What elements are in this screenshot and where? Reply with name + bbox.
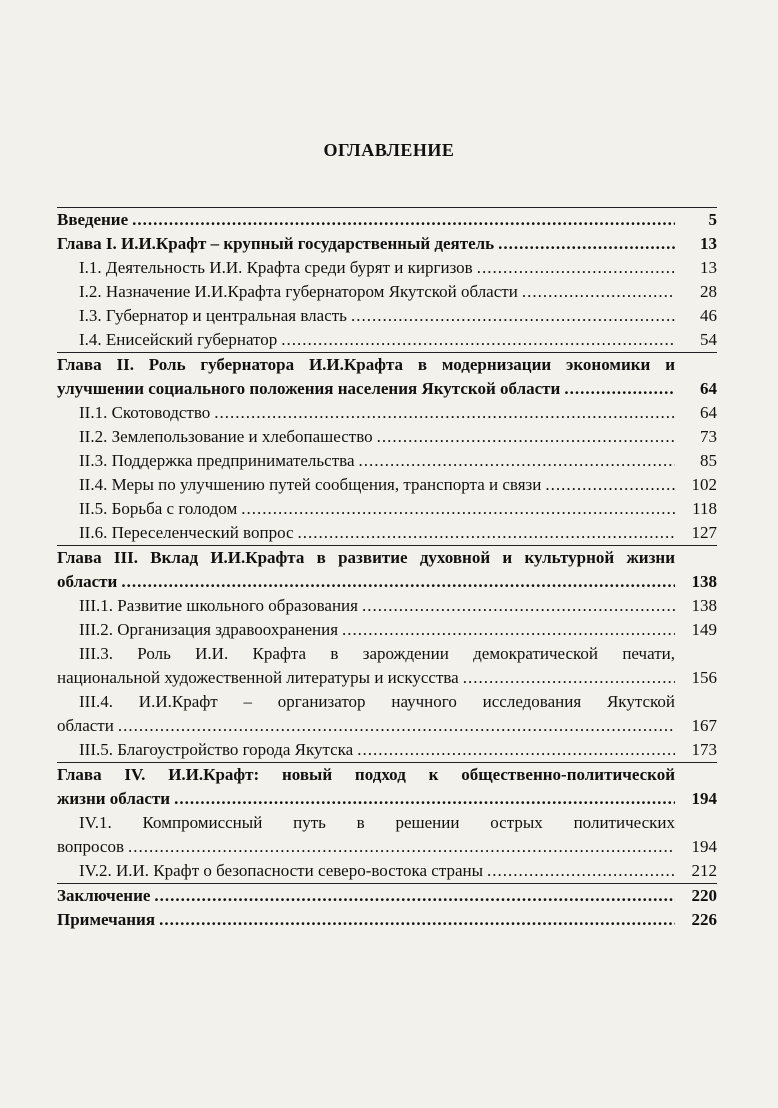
leader-dots: [357, 738, 675, 762]
toc-page: 194: [691, 789, 717, 808]
toc-label: II.2. Землепользование и хлебопашество: [79, 427, 373, 446]
leader-dots: [214, 401, 675, 425]
toc-entry-2-4: [57, 473, 717, 497]
toc-entry-chapter-3-line1: Глава III. Вклад И.И.Крафта в развитие духовной и культурной жизни: [57, 548, 675, 567]
toc-label: национальной художественной литературы и искусства: [57, 668, 459, 687]
toc-label: Заключение: [57, 886, 151, 905]
leader-dots: [377, 425, 675, 449]
table-of-contents: [57, 207, 717, 932]
toc-label: жизни области: [57, 789, 171, 808]
leader-dots: [174, 787, 675, 811]
toc-label: Введение: [57, 210, 129, 229]
toc-entry-3-3: [57, 666, 717, 690]
toc-label: II.4. Меры по улучшению путей сообщения, транспорта и связи: [79, 475, 542, 494]
toc-label: I.3. Губернатор и центральная власть: [79, 306, 347, 325]
leader-dots: [545, 473, 675, 497]
toc-entry-4-1-line1: IV.1. Компромиссный путь в решении острых политических: [79, 813, 675, 832]
toc-entry-2-2: [57, 425, 717, 449]
toc-entry-chapter-4: [57, 787, 717, 811]
toc-entry-chapter-4-line1: Глава IV. И.И.Крафт: новый подход к общественно-политической: [57, 765, 675, 784]
toc-entry-3-2: [57, 618, 717, 642]
toc-label: I.1. Деятельность И.И. Крафта среди бурят и киргизов: [79, 258, 473, 277]
leader-dots: [154, 884, 675, 908]
toc-page: 226: [691, 910, 717, 929]
toc-label: улучшении социального положения населения Якутской области: [57, 379, 561, 398]
toc-entry-3-4-line1: III.4. И.И.Крафт – организатор научного исследования Якутской: [79, 692, 675, 711]
toc-label: области: [57, 572, 118, 591]
toc-page: 13: [700, 258, 717, 277]
leader-dots: [522, 280, 675, 304]
toc-label: IV.2. И.И. Крафт о безопасности северо-востока страны: [79, 861, 484, 880]
toc-entry-2-3: [57, 449, 717, 473]
toc-label: I.2. Назначение И.И.Крафта губернатором Якутской области: [79, 282, 518, 301]
toc-entry-1-4: [57, 328, 717, 352]
toc-entry-3-4: [57, 714, 717, 738]
toc-page: 5: [708, 210, 717, 229]
toc-entry-chapter-1: [57, 232, 717, 256]
toc-entry-chapter-2: [57, 377, 717, 401]
toc-label: II.5. Борьба с голодом: [79, 499, 238, 518]
toc-label: II.3. Поддержка предпринимательства: [79, 451, 355, 470]
toc-entry-4-2: [57, 859, 717, 883]
toc-entry-3-5: [57, 738, 717, 762]
leader-dots: [362, 594, 675, 618]
leader-dots: [298, 521, 675, 545]
toc-page: 173: [691, 740, 717, 759]
toc-label: III.2. Организация здравоохранения: [79, 620, 339, 639]
toc-entry-2-1: [57, 401, 717, 425]
toc-label: I.4. Енисейский губернатор: [79, 330, 278, 349]
toc-entry-intro: [57, 208, 717, 232]
toc-page: 138: [691, 596, 717, 615]
leader-dots: [121, 570, 675, 594]
toc-page: 127: [691, 523, 717, 542]
leader-dots: [159, 908, 675, 932]
toc-entry-chapter-2-line1: Глава II. Роль губернатора И.И.Крафта в модернизации экономики и: [57, 355, 675, 374]
leader-dots: [463, 666, 675, 690]
toc-page: 212: [691, 861, 717, 880]
toc-entry-3-1: [57, 594, 717, 618]
leader-dots: [477, 256, 675, 280]
toc-page: 73: [700, 427, 717, 446]
toc-entry-conclusion: [57, 884, 717, 908]
leader-dots: [118, 714, 675, 738]
toc-page: 54: [700, 330, 717, 349]
toc-entry-2-6: [57, 521, 717, 545]
leader-dots: [564, 377, 675, 401]
leader-dots: [487, 859, 675, 883]
toc-entry-1-1: [57, 256, 717, 280]
toc-label: области: [57, 716, 114, 735]
leader-dots: [128, 835, 675, 859]
toc-page: 102: [691, 475, 717, 494]
toc-page: 156: [691, 668, 717, 687]
toc-entry-1-3: [57, 304, 717, 328]
leader-dots: [351, 304, 675, 328]
toc-page: 149: [691, 620, 717, 639]
toc-page: 167: [691, 716, 717, 735]
toc-label: II.1. Скотоводство: [79, 403, 211, 422]
toc-label: III.1. Развитие школьного образования: [79, 596, 358, 615]
page-title: ОГЛАВЛЕНИЕ: [323, 140, 455, 160]
toc-label: Примечания: [57, 910, 156, 929]
toc-page: 13: [700, 234, 717, 253]
toc-page: 118: [692, 499, 717, 518]
toc-page: 28: [700, 282, 717, 301]
toc-entry-notes: [57, 908, 717, 932]
toc-page: 46: [700, 306, 717, 325]
toc-page: 64: [700, 379, 717, 398]
toc-page: 85: [700, 451, 717, 470]
toc-label: вопросов: [57, 837, 125, 856]
toc-label: III.5. Благоустройство города Якутска: [79, 740, 354, 759]
toc-label: II.6. Переселенческий вопрос: [79, 523, 294, 542]
leader-dots: [359, 449, 676, 473]
toc-page: 138: [691, 572, 717, 591]
toc-entry-chapter-3: [57, 570, 717, 594]
toc-label: Глава I. И.И.Крафт – крупный государственный деятель: [57, 234, 495, 253]
leader-dots: [281, 328, 675, 352]
toc-entry-2-5: [57, 497, 717, 521]
toc-entry-1-2: [57, 280, 717, 304]
leader-dots: [132, 208, 675, 232]
toc-page: 64: [700, 403, 717, 422]
leader-dots: [342, 618, 675, 642]
toc-entry-4-1: [57, 835, 717, 859]
leader-dots: [498, 232, 675, 256]
toc-page: 220: [691, 886, 717, 905]
toc-entry-3-3-line1: III.3. Роль И.И. Крафта в зарождении демократической печати,: [79, 644, 675, 663]
leader-dots: [241, 497, 675, 521]
toc-page: 194: [691, 837, 717, 856]
